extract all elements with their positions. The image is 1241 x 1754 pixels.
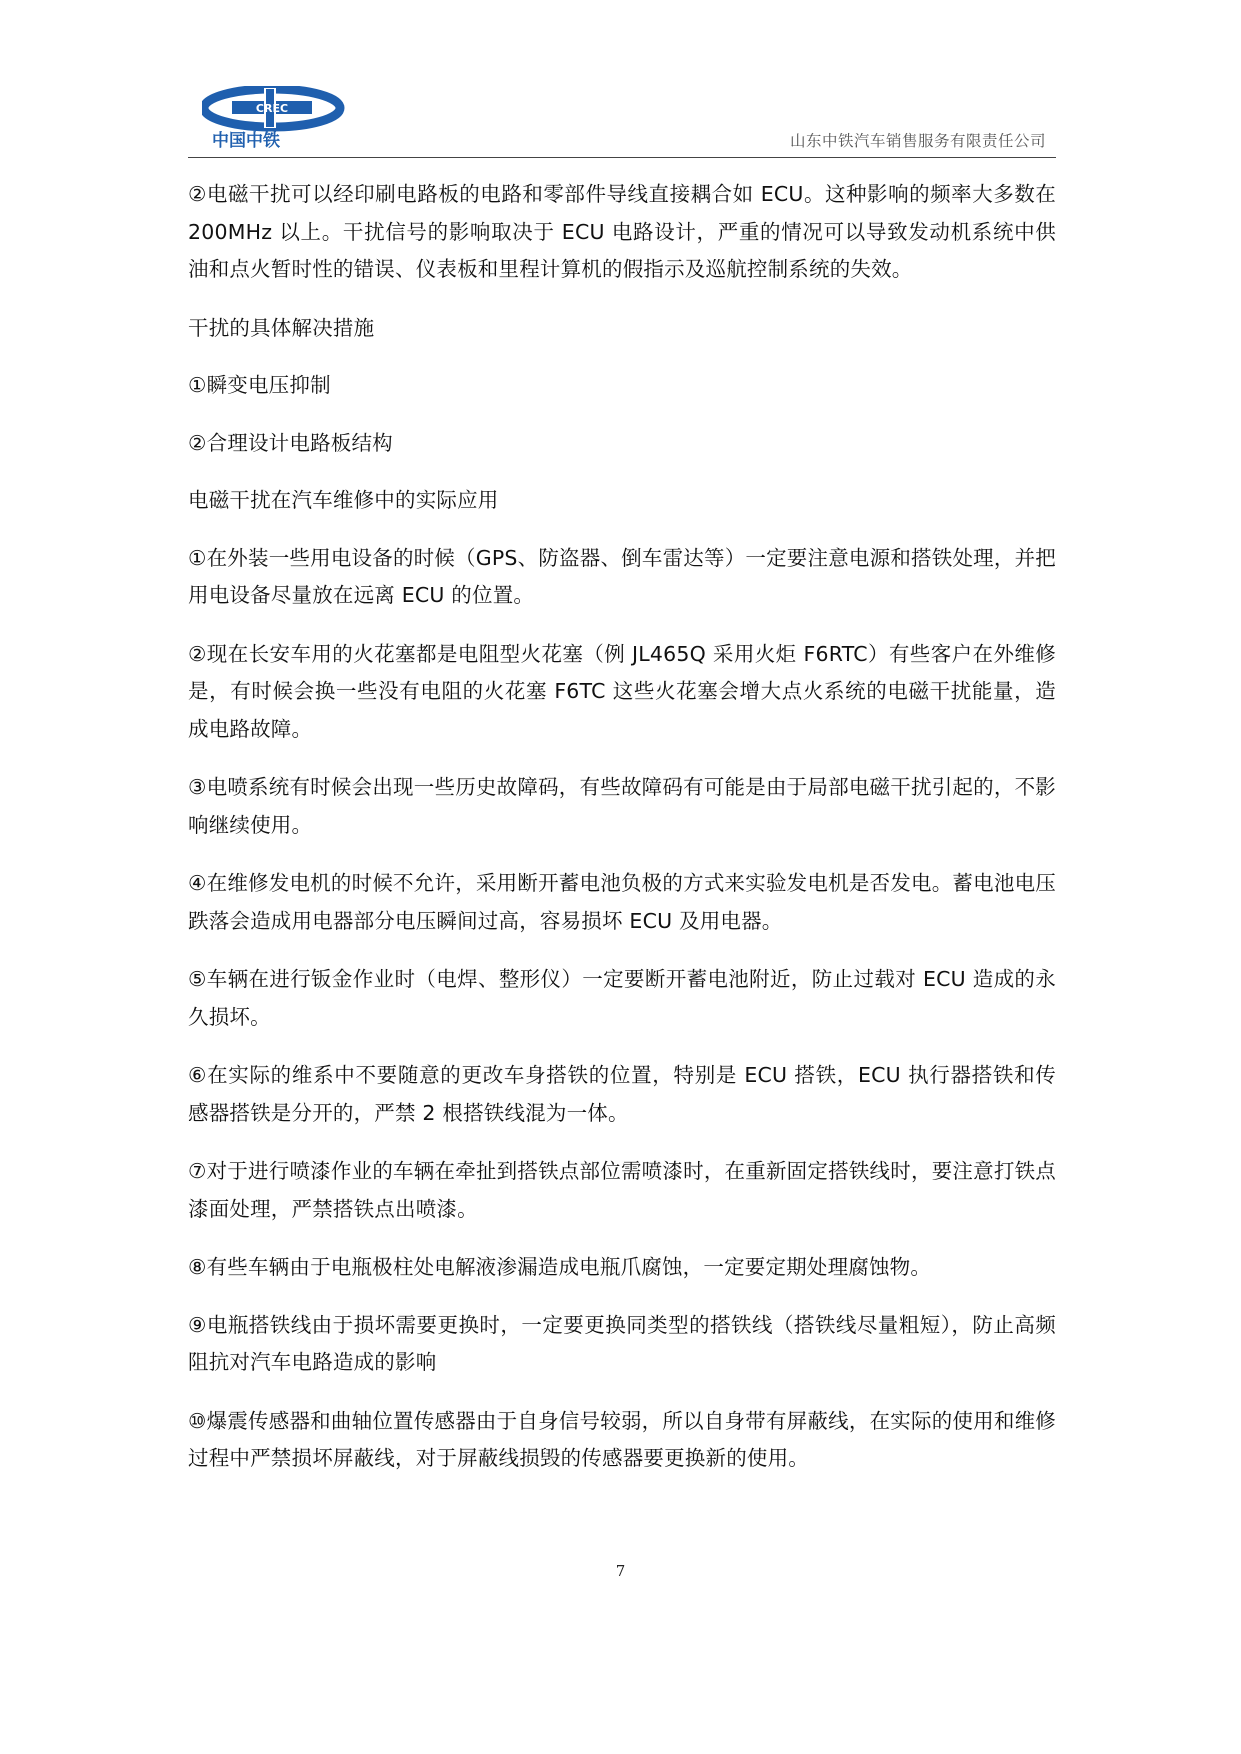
paragraph: ②电磁干扰可以经印刷电路板的电路和零部件导线直接耦合如 ECU。这种影响的频率大多数在 200MHz 以上。干扰信号的影响取决于 ECU 电路设计，严重的情况可以导致发动机系统中供油和点火暂时性的错误、仪表板和里程计算机的假指示及巡航控制系统的失效。 bbox=[188, 182, 1056, 281]
document-body bbox=[188, 176, 1056, 1499]
paragraph: ⑨电瓶搭铁线由于损坏需要更换时，一定要更换同类型的搭铁线（搭铁线尽量粗短），防止高频阻抗对汽车电路造成的影响 bbox=[188, 1312, 1056, 1374]
paragraph: ④在维修发电机的时候不允许，采用断开蓄电池负极的方式来实验发电机是否发电。蓄电池电压跌落会造成用电器部分电压瞬间过高，容易损坏 ECU 及用电器。 bbox=[188, 871, 1056, 933]
svg-text:中国中铁: 中国中铁 bbox=[212, 131, 280, 151]
page-header bbox=[188, 72, 1056, 158]
header-divider bbox=[188, 157, 1056, 158]
section-heading: 干扰的具体解决措施 bbox=[188, 315, 375, 340]
company-name: 山东中铁汽车销售服务有限责任公司 bbox=[789, 132, 1046, 150]
section-heading: 电磁干扰在汽车维修中的实际应用 bbox=[188, 488, 499, 512]
paragraph: ⑦对于进行喷漆作业的车辆在牵扯到搭铁点部位需喷漆时，在重新固定搭铁线时，要注意打铁点漆面处理，严禁搭铁点出喷漆。 bbox=[188, 1159, 1056, 1221]
crec-logo bbox=[202, 86, 364, 156]
paragraph: ①在外装一些用电设备的时候（GPS、防盗器、倒车雷达等）一定要注意电源和搭铁处理，并把用电设备尽量放在远离 ECU 的位置。 bbox=[188, 545, 1056, 607]
paragraph: ②现在长安车用的火花塞都是电阻型火花塞（例 JL465Q 采用火炬 F6RTC）有些客户在外维修是，有时候会换一些没有电阻的火花塞 F6TC 这些火花塞会增大点火系统的电磁干扰能量，造成电路故障。 bbox=[188, 641, 1056, 741]
paragraph: ⑩爆震传感器和曲轴位置传感器由于自身信号较弱，所以自身带有屏蔽线，在实际的使用和维修过程中严禁损坏屏蔽线，对于屏蔽线损毁的传感器要更换新的使用。 bbox=[188, 1408, 1056, 1470]
paragraph: ⑧有些车辆由于电瓶极柱处电解液渗漏造成电瓶爪腐蚀，一定要定期处理腐蚀物。 bbox=[188, 1255, 932, 1279]
paragraph: ②合理设计电路板结构 bbox=[188, 430, 393, 455]
paragraph: ⑥在实际的维系中不要随意的更改车身搭铁的位置，特别是 ECU 搭铁，ECU 执行器搭铁和传感器搭铁是分开的，严禁 2 根搭铁线混为一体。 bbox=[188, 1063, 1056, 1125]
paragraph: ①瞬变电压抑制 bbox=[188, 373, 331, 397]
paragraph: ③电喷系统有时候会出现一些历史故障码，有些故障码有可能是由于局部电磁干扰引起的，不影响继续使用。 bbox=[188, 775, 1056, 837]
paragraph: ⑤车辆在进行钣金作业时（电焊、整形仪）一定要断开蓄电池附近，防止过载对 ECU 造成的永久损坏。 bbox=[188, 967, 1056, 1029]
page-number: 7 bbox=[615, 1562, 626, 1580]
svg-text:CREC: CREC bbox=[255, 102, 289, 115]
